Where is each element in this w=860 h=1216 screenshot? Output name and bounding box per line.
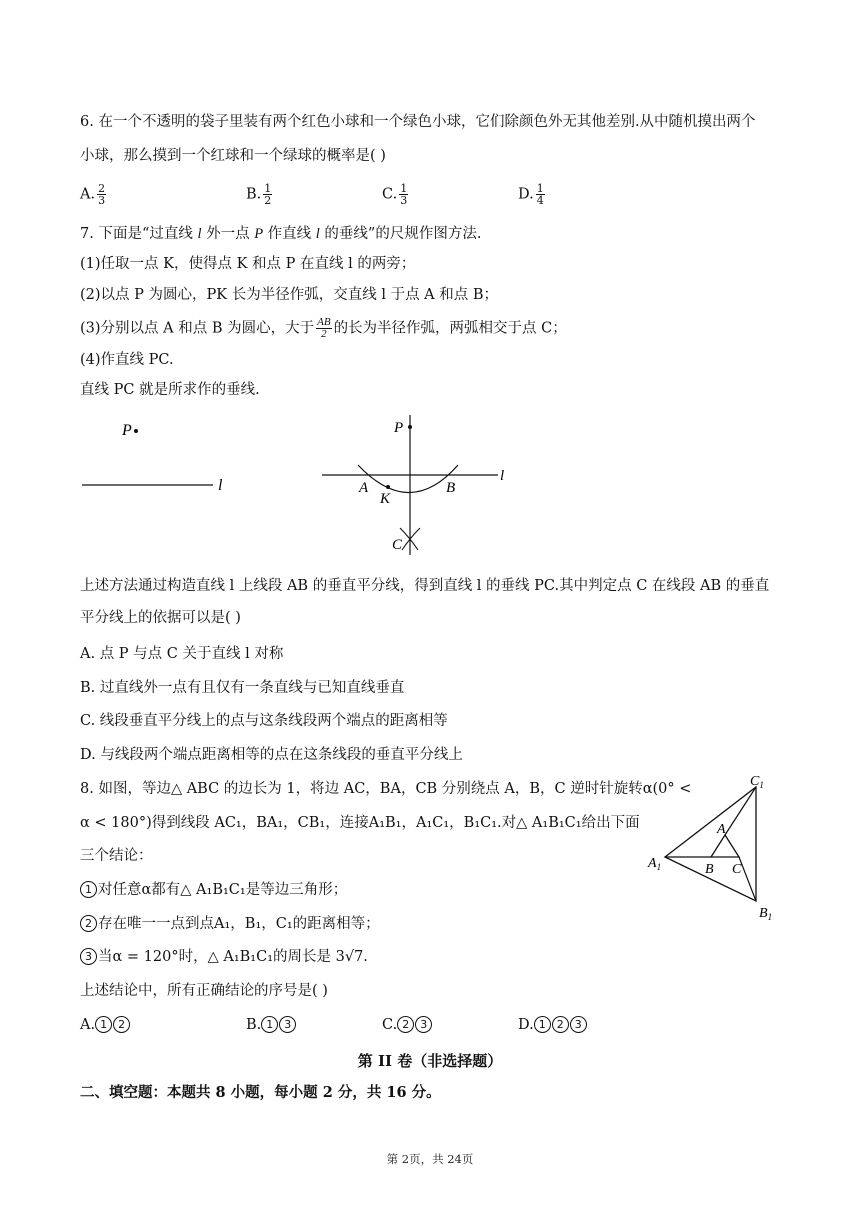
label-l: l	[500, 468, 505, 484]
point-p	[408, 425, 412, 429]
q8-option-c: C. 2 3	[382, 1015, 433, 1035]
q8-conclusion-1: 1 对任意α都有△ A₁B₁C₁是等边三角形；	[80, 880, 347, 900]
q8-ask: 上述结论中，所有正确结论的序号是( )	[80, 983, 328, 999]
q7-option-c: C. 线段垂直平分线上的点与这条线段两个端点的距离相等	[80, 713, 448, 729]
q7-after2: 平分线上的依据可以是( )	[80, 610, 241, 626]
label-p: P	[394, 420, 404, 436]
label-c1: $C_1$	[750, 775, 764, 790]
q8-line1: 8. 如图，等边△ ABC 的边长为 1，将边 AC，BA，CB 分别绕点 A，B，C 逆时针旋转α(0° <	[80, 781, 692, 797]
q8-option-b: B. 1 3	[246, 1015, 297, 1035]
q7-option-a: A. 点 P 与点 C 关于直线 l 对称	[80, 646, 284, 662]
q7-conclusion: 直线 PC 就是所求作的垂线.	[80, 382, 260, 398]
section2-heading: 二、填空题：本题共 8 小题，每小题 2 分，共 16 分。	[80, 1084, 441, 1101]
q7-step2: (2)以点 P 为圆心，PK 长为半径作弧，交直线 l 于点 A 和点 B；	[80, 287, 499, 303]
circled-number: 2	[80, 915, 97, 932]
page-footer: 第 2页，共 24页	[386, 1152, 474, 1166]
label-c: C	[392, 537, 403, 553]
q6-line2: 小球，那么摸到一个红球和一个绿球的概率是( )	[80, 148, 386, 164]
q7-step1: (1)任取一点 K，使得点 K 和点 P 在直线 l 的两旁；	[80, 256, 416, 272]
q8-line3: 三个结论：	[80, 848, 153, 864]
q6-option-d: D. $\frac{1}{4}$	[518, 182, 544, 207]
q6-option-a: A. $\frac{2}{3}$	[80, 182, 106, 207]
q8-line2: α < 180°)得到线段 AC₁，BA₁，CB₁，连接A₁B₁，A₁C₁，B₁C₁.对△ A₁B₁C₁给出下面	[80, 815, 640, 831]
triangle-abc	[711, 835, 739, 857]
q7-step3: (3)分别以点 A 和点 B 为圆心，大于 $\frac{AB}{2}$ 的长为半径作弧，两弧相交于点 C；	[80, 316, 567, 340]
q7-option-d: D. 与线段两个端点距离相等的点在这条线段的垂直平分线上	[80, 747, 463, 763]
q6-line1: 6. 在一个不透明的袋子里装有两个红色小球和一个绿色小球，它们除颜色外无其他差别.从中随机摸出两个	[80, 114, 756, 130]
label-l: l	[218, 477, 223, 494]
q6-option-b: B. $\frac{1}{2}$	[246, 182, 272, 207]
q7-step4: (4)作直线 PC.	[80, 352, 174, 368]
arc-ab	[358, 465, 458, 493]
label-k: K	[380, 491, 391, 507]
q7-after1: 上述方法通过构造直线 l 上线段 AB 的垂直平分线，得到直线 l 的垂线 PC.其中判定点 C 在线段 AB 的垂直	[80, 578, 770, 594]
triangle-a1b1c1	[665, 787, 756, 901]
part2-title: 第 II 卷（非选择题）	[357, 1052, 503, 1070]
q7-figure-given	[70, 410, 240, 505]
circled-number: 1	[80, 881, 97, 898]
q8-figure	[645, 775, 795, 925]
q7-figure-construction	[310, 410, 530, 560]
q7-intro: 7. 下面是“过直线 l 外一点 P 作直线 l 的垂线”的尺规作图方法.	[80, 226, 482, 242]
q7-option-b: B. 过直线外一点有且仅有一条直线与已知直线垂直	[80, 680, 405, 696]
label-c: C	[732, 862, 742, 877]
point-p	[134, 429, 138, 433]
label-p: P	[122, 422, 132, 439]
q8-conclusion-3: 3 当α = 120°时，△ A₁B₁C₁的周长是 3√7.	[80, 947, 368, 967]
q6-option-c: C. $\frac{1}{3}$	[382, 182, 408, 207]
q8-option-a: A. 1 2	[80, 1015, 131, 1035]
circled-number: 3	[80, 948, 97, 965]
label-a: A	[359, 480, 369, 496]
segment-ac1	[725, 787, 756, 835]
q8-conclusion-2: 2 存在唯一一点到点A₁，B₁，C₁的距离相等；	[80, 914, 380, 934]
arc-c2	[402, 528, 420, 550]
label-b: B	[446, 480, 456, 496]
label-a: A	[717, 822, 726, 837]
label-b: B	[705, 862, 714, 877]
label-b1: $B_1$	[759, 906, 773, 922]
label-a1: $A_1$	[648, 856, 662, 872]
arc-c1	[400, 528, 418, 550]
point-k	[386, 485, 390, 489]
q8-option-d: D. 1 2 3	[518, 1015, 588, 1035]
